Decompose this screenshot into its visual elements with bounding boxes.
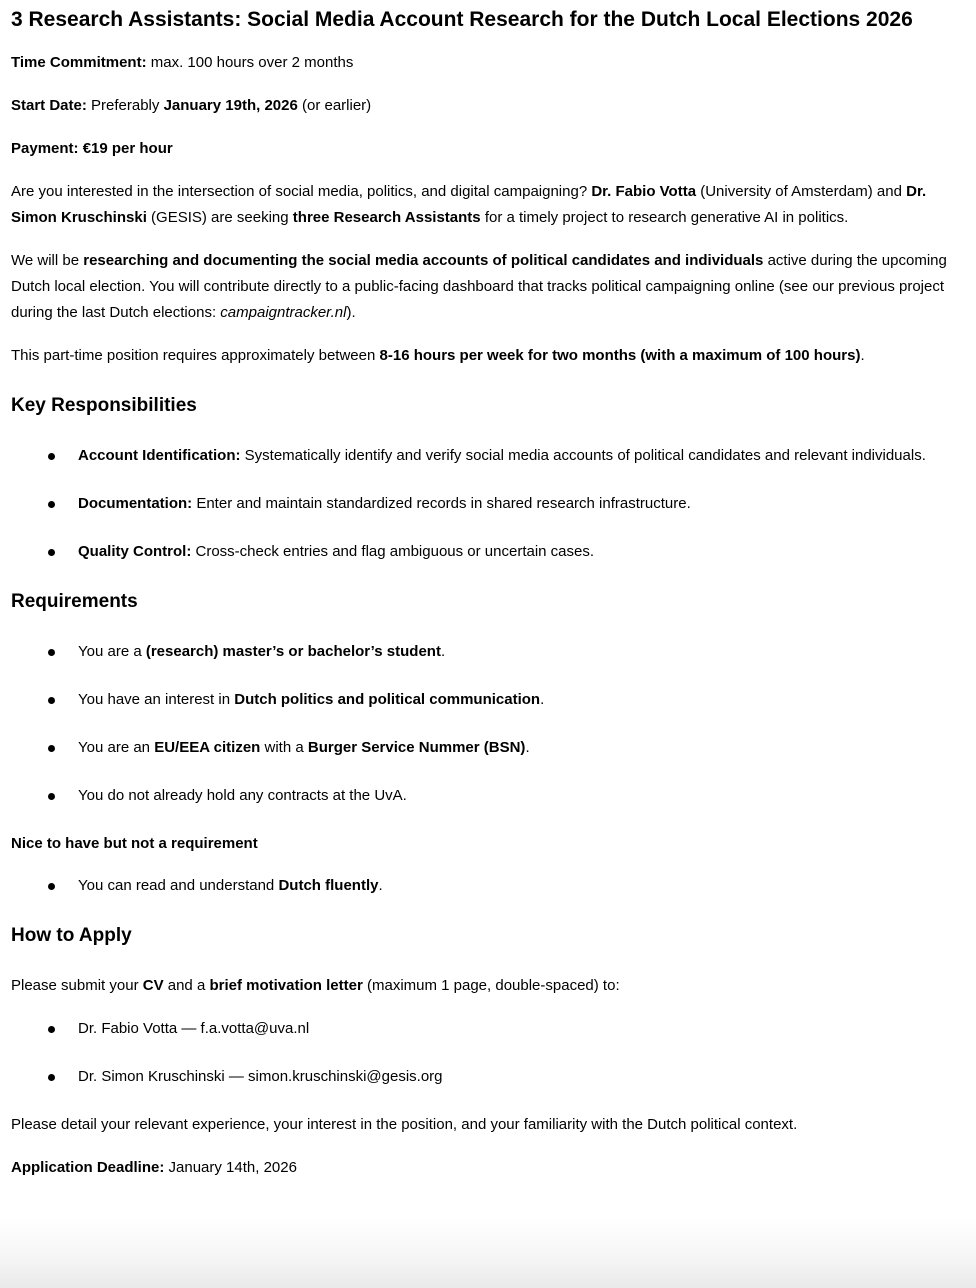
key-responsibilities-list [11, 443, 966, 565]
application-deadline-line: Application Deadline: January 14th, 2026 [11, 1159, 297, 1176]
document-title: 3 Research Assistants: Social Media Account Research for the Dutch Local Elections 2026 [11, 8, 913, 31]
list-item [11, 1016, 966, 1042]
time-commitment-line: Time Commitment: max. 100 hours over 2 months [11, 54, 354, 71]
contacts-list [11, 1016, 966, 1090]
contact-fabio-votta: Dr. Fabio Votta — f.a.votta@uva.nl [78, 1020, 310, 1037]
list-item [11, 687, 966, 713]
start-date-line: Start Date: Preferably January 19th, 2026 (or earlier) [11, 97, 372, 114]
section-heading-how-to-apply: How to Apply [11, 925, 132, 946]
bullet-icon [48, 1074, 55, 1081]
list-item [11, 491, 966, 517]
bullet-icon [48, 883, 55, 890]
bullet-icon [48, 453, 55, 460]
intro-paragraph-2: We will be researching and documenting the social media accounts of political candidates and individuals active during the upcoming Dutch local election. You will contribute directly to a public-facing dashboard that tracks political campaigning online (see our previous project during the last Dutch elections: campaigntracker.nl). [11, 252, 947, 321]
list-item-text: You can read and understand Dutch fluently. [78, 877, 383, 894]
bullet-icon [48, 745, 55, 752]
list-item [11, 783, 966, 809]
bullet-icon [48, 1026, 55, 1033]
bullet-icon [48, 649, 55, 656]
contact-simon-kruschinski: Dr. Simon Kruschinski — simon.kruschinski@gesis.org [78, 1068, 443, 1085]
bullet-icon [48, 549, 55, 556]
list-item [11, 873, 966, 899]
section-heading-requirements: Requirements [11, 591, 138, 612]
requirements-list [11, 639, 966, 809]
list-item-text: You do not already hold any contracts at the UvA. [78, 787, 407, 804]
list-item-text: Quality Control: Cross-check entries and flag ambiguous or uncertain cases. [78, 543, 595, 560]
closing-paragraph: Please detail your relevant experience, your interest in the position, and your familiarity with the Dutch political context. [11, 1116, 798, 1133]
intro-paragraph-3: This part-time position requires approximately between 8-16 hours per week for two months (with a maximum of 100 hours). [11, 347, 865, 364]
list-item-text: You are a (research) master’s or bachelor’s student. [78, 643, 446, 660]
bullet-icon [48, 793, 55, 800]
list-item [11, 539, 966, 565]
list-item [11, 735, 966, 761]
list-item [11, 1064, 966, 1090]
payment-line: Payment: €19 per hour [11, 140, 173, 157]
subsection-heading-nice-to-have: Nice to have but not a requirement [11, 835, 258, 852]
apply-intro-paragraph: Please submit your CV and a brief motivation letter (maximum 1 page, double-spaced) to: [11, 977, 620, 994]
list-item-text: Documentation: Enter and maintain standardized records in shared research infrastructure. [78, 495, 691, 512]
intro-paragraph-1: Are you interested in the intersection of social media, politics, and digital campaigning? Dr. Fabio Votta (University of Amsterdam) and Dr. Simon Kruschinski (GESIS) are seeking three Research Assistants for a timely project to research generative AI in politics. [11, 183, 927, 226]
bottom-fade [0, 1218, 976, 1288]
nice-to-have-list [11, 873, 966, 899]
bullet-icon [48, 501, 55, 508]
bullet-icon [48, 697, 55, 704]
list-item [11, 639, 966, 665]
list-item [11, 443, 966, 469]
list-item-text: Account Identification: Systematically identify and verify social media accounts of political candidates and relevant individuals. [78, 447, 926, 464]
list-item-text: You have an interest in Dutch politics and political communication. [78, 691, 545, 708]
section-heading-key-responsibilities: Key Responsibilities [11, 395, 197, 416]
list-item-text: You are an EU/EEA citizen with a Burger Service Nummer (BSN). [78, 739, 530, 756]
